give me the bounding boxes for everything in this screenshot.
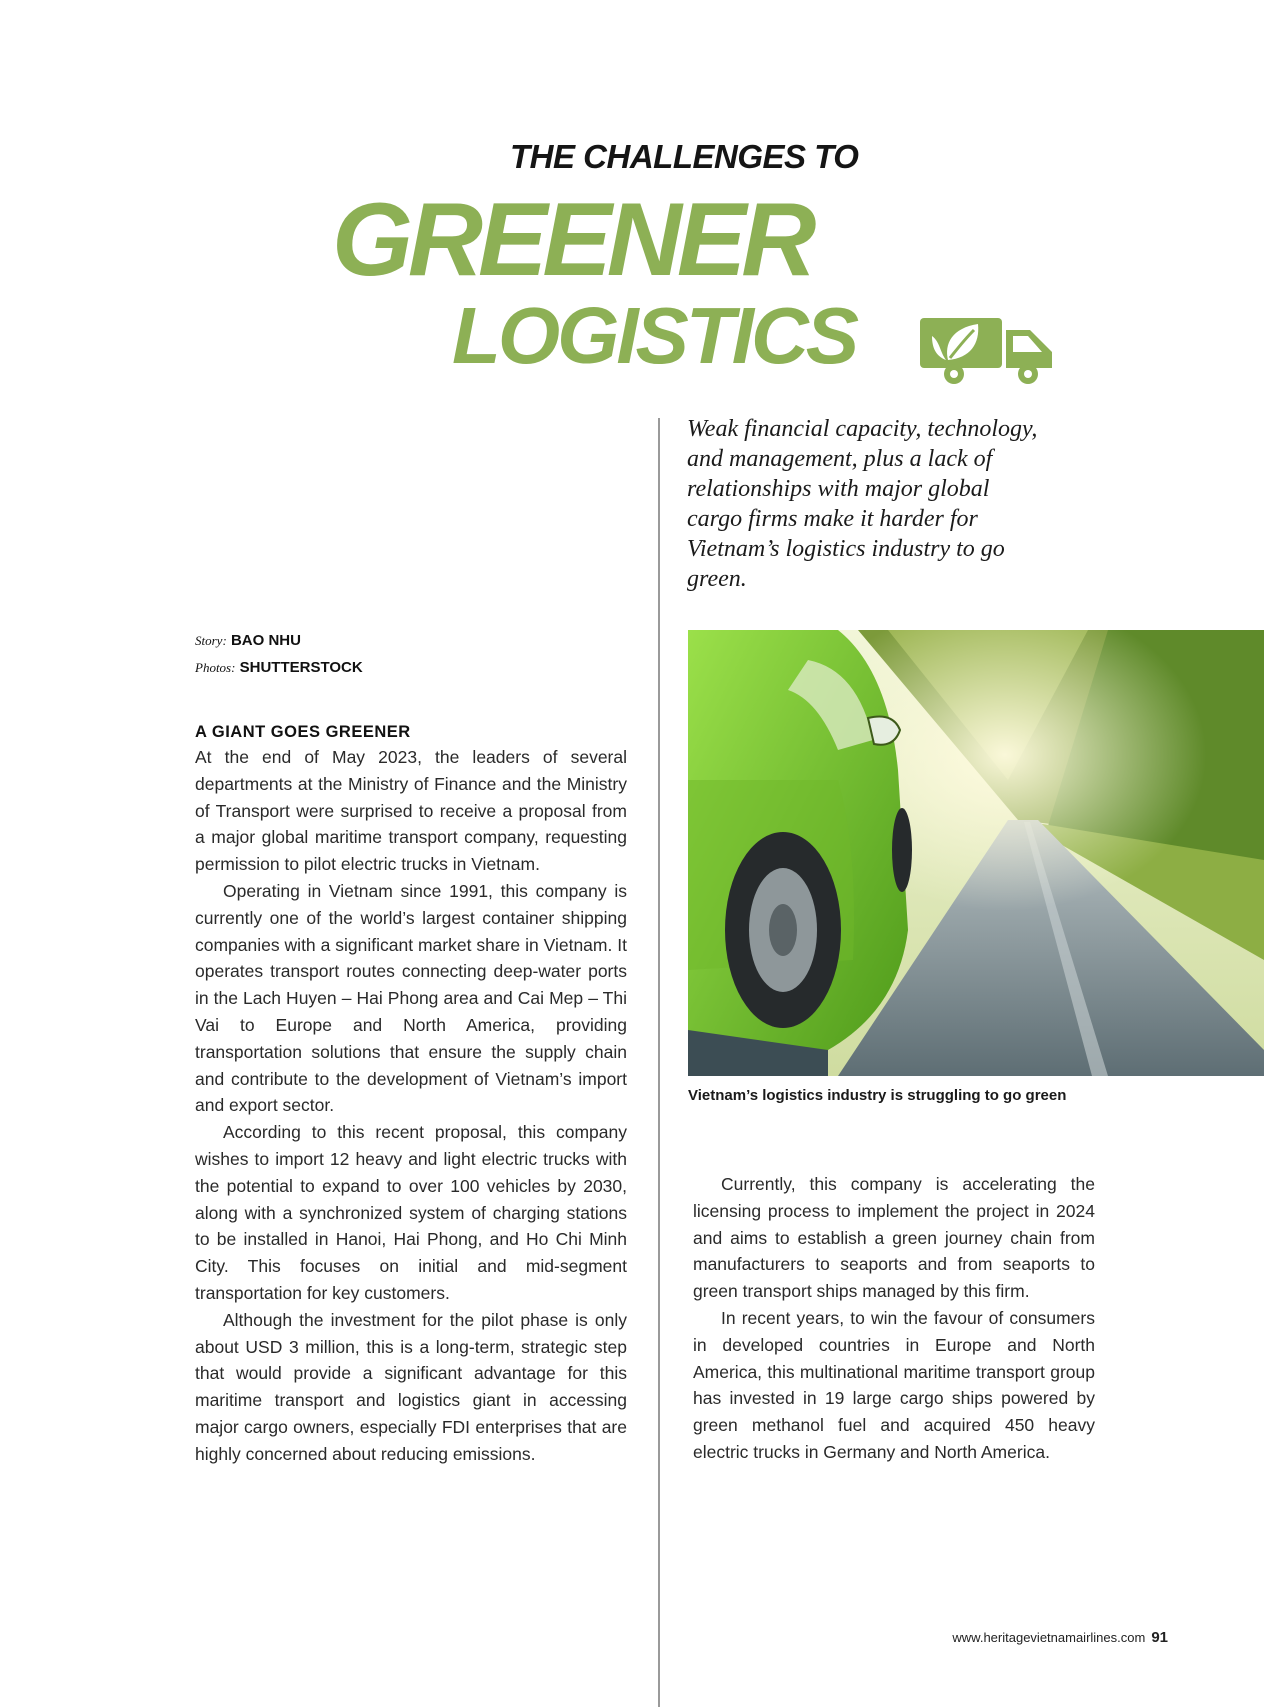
paragraph: According to this recent proposal, this company wishes to import 12 heavy and light electric trucks with the potential to expand to over 100 vehicles by 2030, along with a synchronized system of charging stations to be installed in Hanoi, Hai Phong, and Ho Chi Minh City. This focuses on initial and mid-segment transportation for key customers. bbox=[195, 1122, 627, 1303]
paragraph: Currently, this company is accelerating the licensing process to implement the project in 2024 and aims to establish a green journey chain from manufacturers to seaports and from seaports to green transport ships managed by this firm. bbox=[693, 1174, 1095, 1302]
photos-source: SHUTTERSTOCK bbox=[239, 659, 363, 676]
paragraph: Operating in Vietnam since 1991, this company is currently one of the world’s largest container shipping companies with a significant market share in Vietnam. It operates transport routes connecting deep-water ports in the Lach Huyen – Hai Phong area and Cai Mep – Thi Vai to Europe and North America, providing transportation solutions that ensure the supply chain and contribute to the development of Vietnam’s import and export sector. bbox=[195, 880, 627, 1116]
headline-logistics: LOGISTICS bbox=[452, 291, 857, 380]
article-column-left bbox=[195, 720, 627, 1468]
paragraph: At the end of May 2023, the leaders of several departments at the Ministry of Finance and the Ministry of Transport were surprised to receive a proposal from a major global maritime transport company, requesting permission to pilot electric trucks in Vietnam. bbox=[195, 747, 627, 875]
photo-credit bbox=[195, 654, 363, 681]
credits bbox=[195, 627, 363, 681]
paragraph: Although the investment for the pilot phase is only about USD 3 million, this is a long-term, strategic step that would provide a significant advantage for this maritime transport and logistics giant in accessing major cargo owners, especially FDI enterprises that are highly concerned about reducing emissions. bbox=[195, 1309, 627, 1464]
standfirst: Weak financial capacity, technology, and management, plus a lack of relationships with major global cargo firms make it harder for Vietnam’s logistics industry to go green. bbox=[687, 416, 1038, 592]
paragraph: In recent years, to win the favour of consumers in developed countries in Europe and North America, this multinational maritime transport group has invested in 19 large cargo ships powered by green methanol fuel and acquired 450 heavy electric trucks in Germany and North America. bbox=[693, 1307, 1095, 1462]
article-photo bbox=[688, 630, 1264, 1076]
photos-label: Photos: bbox=[195, 660, 236, 675]
photo-caption: Vietnam’s logistics industry is struggling to go green bbox=[688, 1087, 1067, 1104]
story-credit bbox=[195, 627, 363, 654]
headline-greener: GREENER bbox=[332, 182, 812, 298]
story-author: BAO NHU bbox=[230, 632, 301, 649]
article-column-right bbox=[693, 1171, 1095, 1466]
story-label: Story: bbox=[195, 633, 227, 648]
section-heading: A GIANT GOES GREENER bbox=[195, 723, 411, 741]
eco-truck-icon bbox=[918, 316, 1056, 386]
website-link[interactable]: www.heritagevietnamairlines.com bbox=[952, 1630, 1146, 1645]
column-divider bbox=[658, 418, 660, 1707]
page-number: 91 bbox=[1151, 1629, 1168, 1646]
page-footer bbox=[952, 1629, 1168, 1646]
kicker-title: THE CHALLENGES TO bbox=[510, 138, 859, 175]
